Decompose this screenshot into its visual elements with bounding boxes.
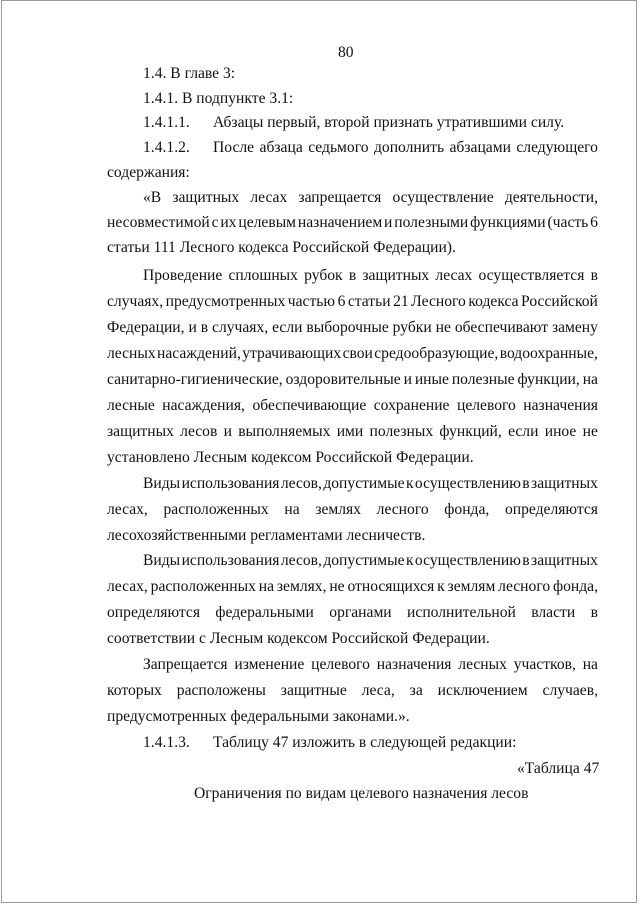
word: случаях, (107, 293, 164, 310)
word: лесов, (280, 475, 322, 492)
text-line: статьи 111 Лесного кодекса Российской Федерации). (107, 239, 456, 256)
word: полезными (394, 214, 469, 231)
word: в (522, 475, 530, 492)
word: функциями (470, 214, 546, 231)
word: утрачивающих (242, 345, 342, 362)
text-line: установлено Лесным кодексом Российской Федерации. (107, 449, 474, 466)
word: водоохранные, (499, 345, 598, 362)
word: исполнительной (407, 604, 516, 621)
word: за (409, 682, 423, 699)
word: насаждения, (162, 397, 245, 414)
word: выполняемых (238, 423, 331, 440)
word: средообразующие, (374, 345, 499, 362)
text-line (143, 657, 598, 673)
word: санитарно-гигиенические, (107, 371, 283, 388)
word: Виды (143, 475, 181, 492)
word: насаждений, (157, 345, 241, 362)
word: не (329, 578, 345, 595)
word: назначения (523, 397, 598, 414)
word: в (348, 267, 357, 284)
text-line (107, 424, 598, 440)
word: защитных (172, 189, 240, 206)
word: в (200, 319, 209, 336)
word: участков, (513, 656, 576, 673)
word: следующего (516, 139, 598, 156)
word: лесного (376, 501, 429, 518)
text-line (143, 190, 598, 206)
clause-1-4-1-3 (143, 735, 516, 751)
word: лесного (498, 578, 551, 595)
word: свои (342, 345, 373, 362)
word: определяются (107, 604, 201, 621)
word: на (284, 501, 300, 518)
word: запрещается (298, 189, 382, 206)
word: деятельности, (504, 189, 598, 206)
word: относящихся (347, 578, 435, 595)
word: обеспечивают (454, 319, 549, 336)
word: выборочные (306, 319, 389, 336)
word: иное (544, 423, 577, 440)
clause-1-4: 1.4. В главе 3: (143, 65, 236, 82)
word: Виды (143, 552, 181, 569)
word: фонда, (552, 578, 598, 595)
text-line (107, 398, 598, 414)
word: в (522, 552, 530, 569)
word: расположенных (163, 501, 269, 518)
word: сплошных (228, 267, 298, 284)
text-line (107, 502, 598, 518)
table-title: Ограничения по видам целевого назначения лесов (194, 785, 529, 802)
word: целевым (238, 214, 297, 231)
word: к (405, 475, 414, 492)
text-line: соответствии с Лесным кодексом Российской Федерации. (107, 630, 490, 647)
word: дополнить (373, 139, 445, 156)
word: защитных (107, 423, 174, 440)
text-line: предусмотренных федеральными законами.». (107, 708, 410, 725)
word: не (582, 423, 598, 440)
word: лесов (180, 423, 218, 440)
text-line (107, 320, 598, 336)
word: лесах (250, 189, 288, 206)
word: землях (315, 501, 362, 518)
word: органами (329, 604, 392, 621)
table-label: «Таблица 47 (517, 760, 600, 777)
word: лесах, (107, 578, 148, 595)
word: абзацами (449, 139, 511, 156)
word: защитные (280, 682, 347, 699)
text-line: содержания: (107, 164, 190, 181)
word: 21 (393, 293, 409, 310)
word: расположенных (150, 578, 256, 595)
text-line (107, 683, 598, 699)
word: кодекса (468, 293, 519, 310)
word: Лесного (411, 293, 466, 310)
word: функций, (439, 423, 502, 440)
word: в (590, 604, 598, 621)
word: и (188, 319, 197, 336)
word: Запрещается (143, 656, 228, 673)
word: целевого (311, 656, 370, 673)
word: 6 (590, 214, 598, 231)
word: на (582, 656, 598, 673)
word: защитных (531, 552, 598, 569)
word: леса, (361, 682, 395, 699)
word: иные (414, 371, 449, 388)
word: осуществлению (414, 475, 521, 492)
word: землях, (276, 578, 327, 595)
text-line: лесохозяйственными регламентами лесничеств. (107, 527, 426, 544)
word: рубки (392, 319, 432, 336)
word: назначением (297, 214, 383, 231)
word: случаях, (212, 319, 269, 336)
word: осуществление (392, 189, 494, 206)
word: «В (143, 189, 162, 206)
word: их (220, 214, 237, 231)
word: После (213, 139, 255, 156)
word: на (258, 578, 275, 595)
word: назначения (376, 656, 452, 673)
text-line (107, 605, 598, 621)
word: которых (107, 682, 162, 699)
word: использования (181, 552, 280, 569)
word: лесах (435, 267, 473, 284)
clause-text: Таблицу 47 изложить в следующей редакции: (213, 734, 517, 751)
word: осуществлению (414, 552, 521, 569)
word: использования (181, 475, 280, 492)
word: власти (531, 604, 576, 621)
word: допустимые (323, 475, 405, 492)
word: (часть (547, 214, 589, 231)
clause-1-4-1: 1.4.1. В подпункте 3.1: (143, 90, 294, 107)
text-line (107, 346, 598, 362)
word: предусмотренных (165, 293, 286, 310)
word: землям (447, 578, 496, 595)
word: защитных (362, 267, 430, 284)
word: случаев, (542, 682, 598, 699)
word: федеральными (215, 604, 314, 621)
word: лесных (107, 345, 156, 362)
word: с (211, 214, 219, 231)
text-line (107, 372, 598, 388)
word: если (272, 319, 303, 336)
word: на (582, 371, 598, 388)
word: исключением (437, 682, 528, 699)
word: статьи (347, 293, 391, 310)
word: лесах, (107, 501, 148, 518)
text-line (143, 268, 598, 284)
word: рубок (304, 267, 343, 284)
clause-number-1-4-1-2: 1.4.1.2. (143, 139, 190, 156)
word: допустимые (323, 552, 405, 569)
word: целевого (456, 397, 516, 414)
word: частью (287, 293, 336, 310)
word: лесов, (280, 552, 322, 569)
word: защитных (531, 475, 598, 492)
word: замену (551, 319, 598, 336)
word: полезные (451, 371, 515, 388)
word: несовместимой (107, 214, 210, 231)
word: если (508, 423, 539, 440)
word: в (590, 267, 598, 284)
word: расположены (176, 682, 266, 699)
page-number: 80 (338, 44, 354, 61)
word: функции, (517, 371, 580, 388)
word: седьмого (308, 139, 369, 156)
text-line (143, 476, 598, 492)
word: Российской (521, 293, 598, 310)
word: фонда, (444, 501, 490, 518)
word: и (223, 423, 232, 440)
word: и (384, 214, 393, 231)
word: абзаца (259, 139, 303, 156)
word: к (405, 552, 414, 569)
word: изменение (234, 656, 305, 673)
word: определяются (504, 501, 598, 518)
text-line (143, 553, 598, 569)
clause-number: 1.4.1.1. (143, 114, 190, 131)
text-line (213, 140, 598, 156)
clause-number: 1.4.1.3. (143, 734, 190, 751)
word: сохранение (373, 397, 450, 414)
word: ими (336, 423, 364, 440)
text-line (107, 579, 598, 595)
word: Проведение (143, 267, 223, 284)
word: Федерации, (107, 319, 185, 336)
word: 6 (337, 293, 346, 310)
word: лесных (458, 656, 507, 673)
text-line (107, 294, 598, 310)
word: осуществляется (478, 267, 585, 284)
word: оздоровительные (285, 371, 401, 388)
text-line (107, 215, 598, 231)
clause-1-4-1-1 (143, 115, 564, 131)
word: и (403, 371, 412, 388)
word: полезных (369, 423, 434, 440)
word: не (435, 319, 451, 336)
word: к (437, 578, 445, 595)
clause-text: Абзацы первый, второй признать утратившими силу. (213, 114, 565, 131)
word: обеспечивающие (252, 397, 367, 414)
word: лесные (107, 397, 155, 414)
